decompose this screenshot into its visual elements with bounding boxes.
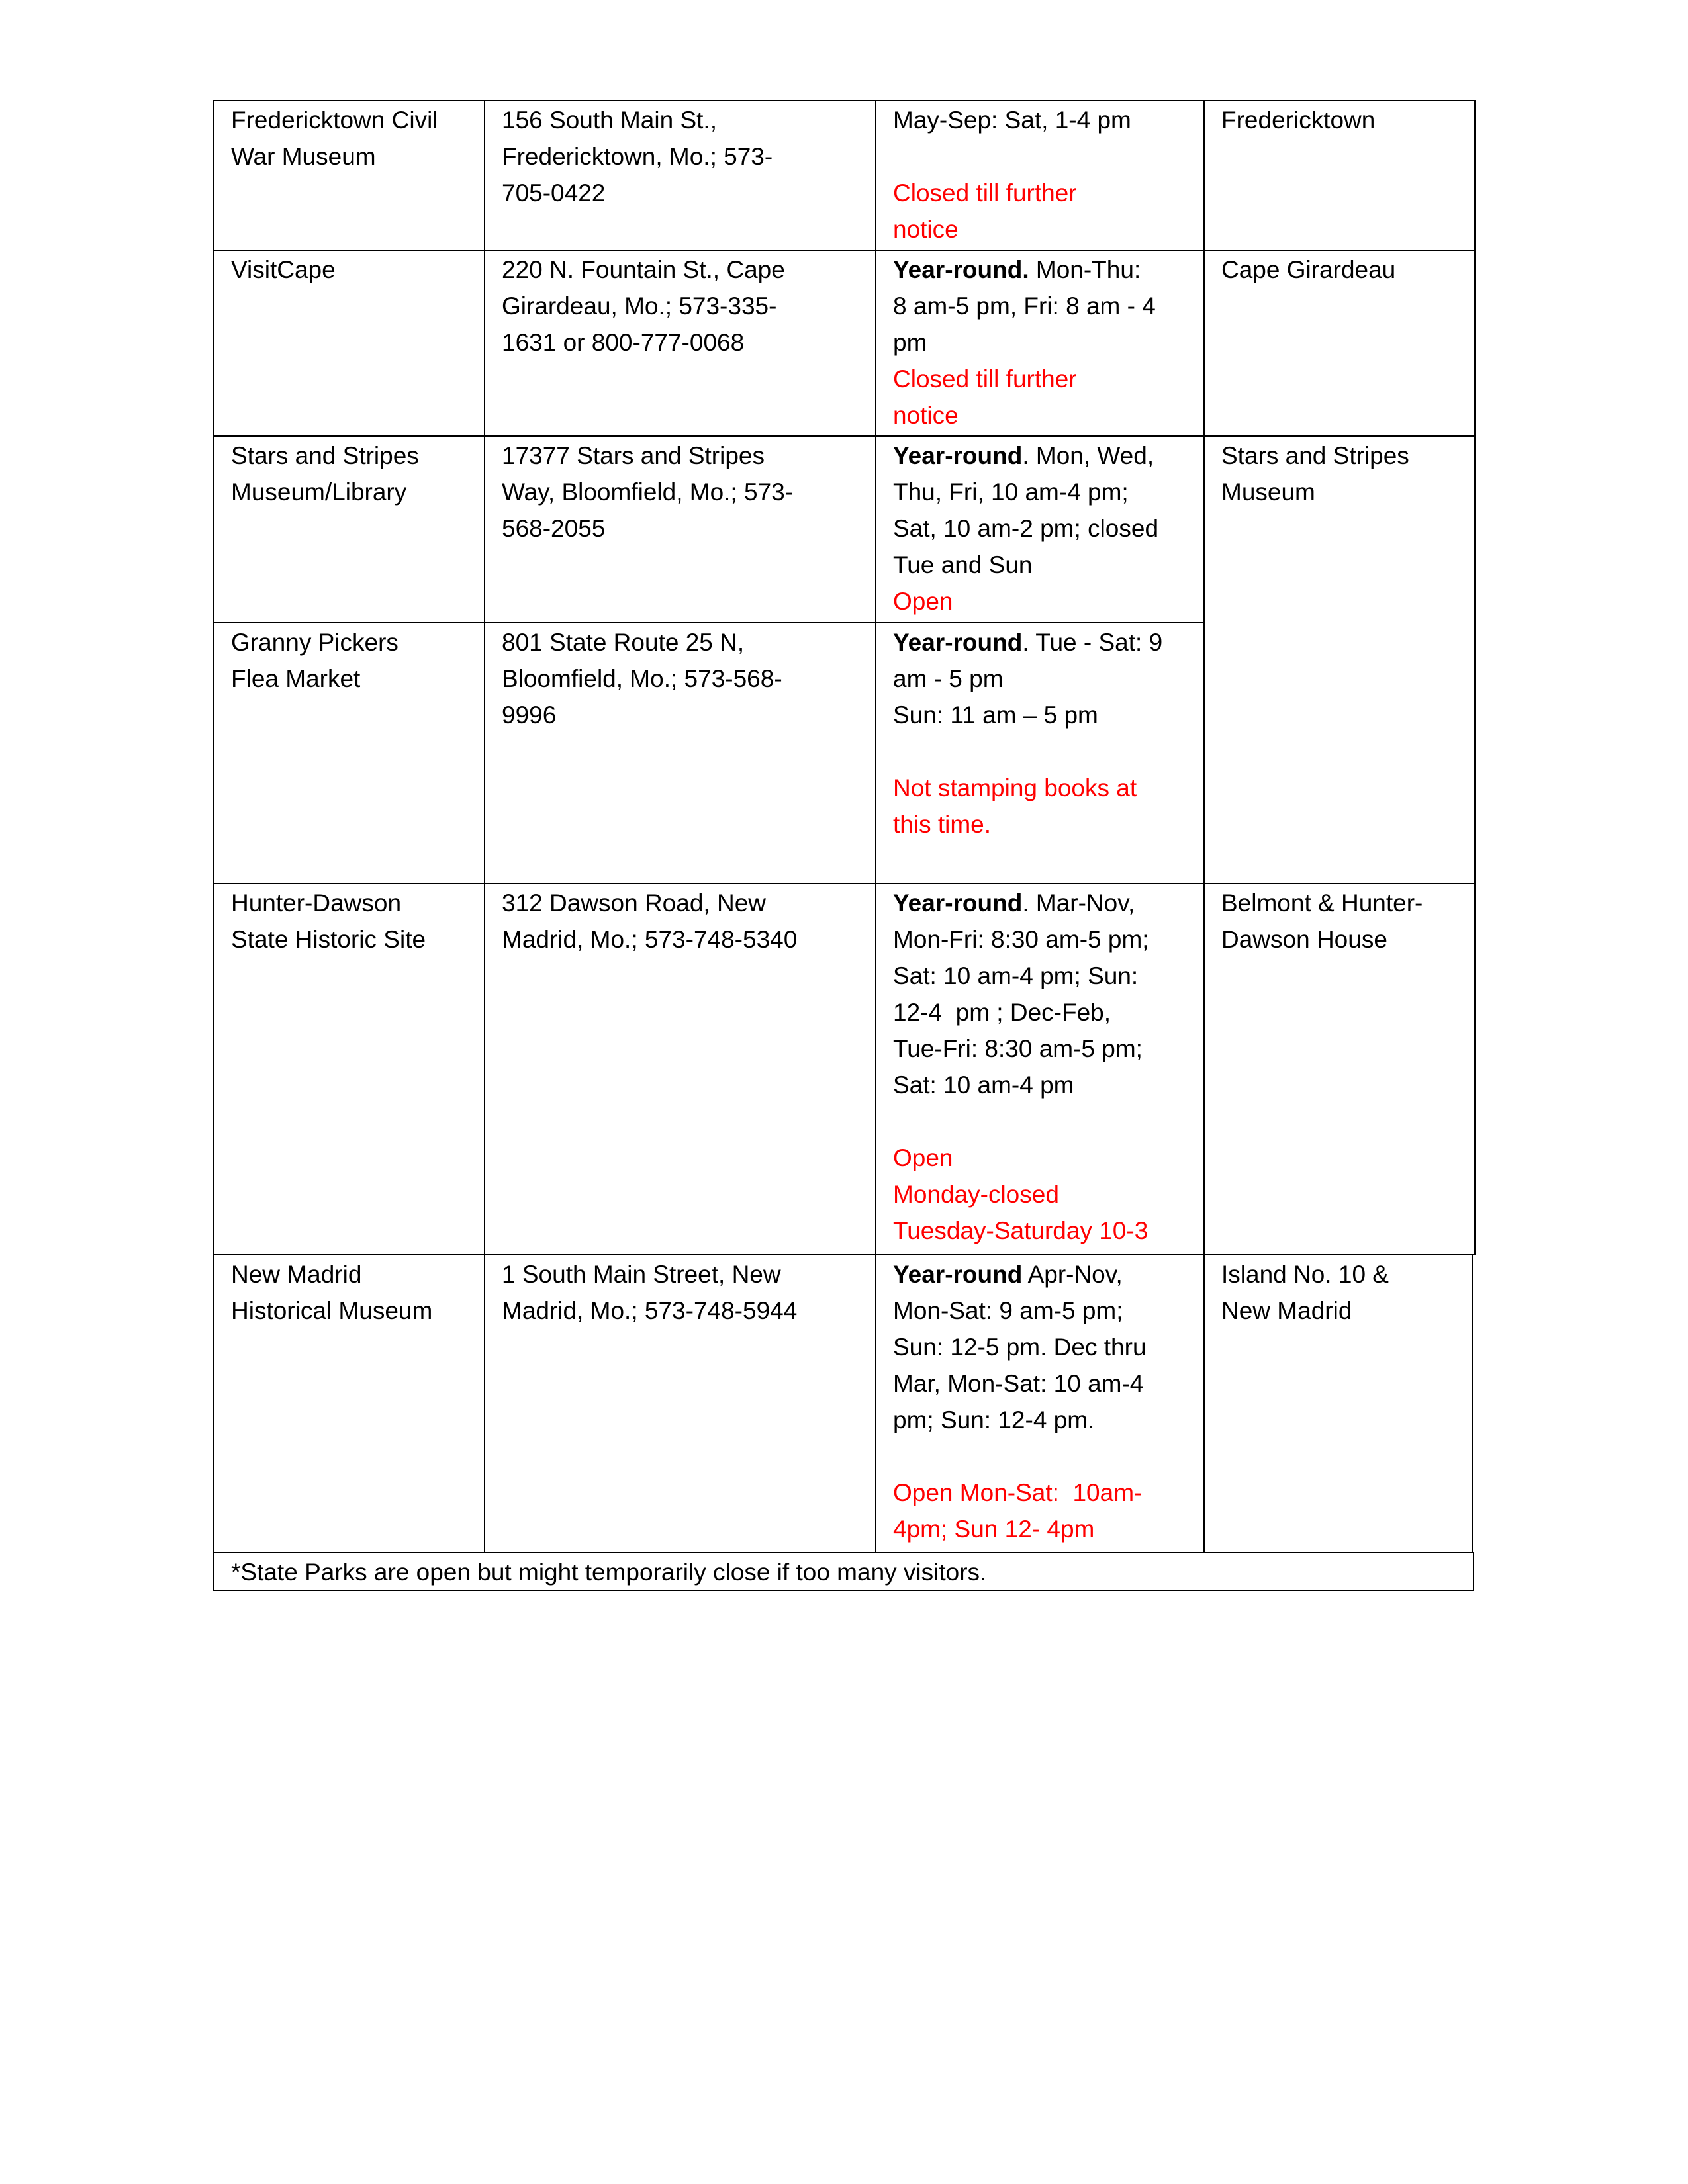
cell-line <box>893 1140 1203 1176</box>
cell-line <box>893 1475 1203 1511</box>
cell-line <box>502 885 875 921</box>
address-cell <box>484 1254 876 1553</box>
site-name-cell <box>213 1254 485 1553</box>
cell-line <box>1221 1293 1472 1329</box>
cell-line <box>893 397 1203 433</box>
cell-line <box>231 474 484 510</box>
cell-text: Apr-Nov, <box>1022 1261 1123 1288</box>
cell-text: Madrid, Mo.; 573-748-5340 <box>502 926 798 953</box>
cell-text: Granny Pickers <box>231 629 399 656</box>
cell-text: 220 N. Fountain St., Cape <box>502 256 785 283</box>
cell-line <box>502 474 875 510</box>
cell-text: VisitCape <box>231 256 336 283</box>
cell-line <box>502 138 875 175</box>
area-cell <box>1203 250 1476 437</box>
cell-text: 705-0422 <box>502 179 606 206</box>
cell-text: Sun: 11 am – 5 pm <box>893 702 1098 729</box>
cell-line <box>893 1256 1203 1293</box>
cell-text: 9996 <box>502 702 557 729</box>
emphasis-label: Year-round <box>893 629 1023 656</box>
cell-text: 801 State Route 25 N, <box>502 629 745 656</box>
cell-text: 12-4 pm ; Dec-Feb, <box>893 999 1111 1026</box>
cell-line <box>893 1511 1203 1547</box>
cell-text: Madrid, Mo.; 573-748-5944 <box>502 1297 798 1324</box>
cell-line <box>1221 102 1474 138</box>
site-name-cell <box>213 435 485 623</box>
status-note: this time. <box>893 811 992 838</box>
site-name-cell <box>213 883 485 1255</box>
cell-text: State Historic Site <box>231 926 426 953</box>
cell-text: Way, Bloomfield, Mo.; 573- <box>502 478 794 506</box>
cell-text: pm; Sun: 12-4 pm. <box>893 1406 1095 1433</box>
cell-line <box>893 361 1203 397</box>
cell-line <box>1221 437 1474 474</box>
area-cell <box>1203 100 1476 251</box>
cell-line <box>231 921 484 958</box>
status-note: 4pm; Sun 12- 4pm <box>893 1516 1095 1543</box>
cell-text: 568-2055 <box>502 515 606 542</box>
cell-line <box>893 958 1203 994</box>
cell-line <box>893 1176 1203 1212</box>
cell-text: Tue-Fri: 8:30 am-5 pm; <box>893 1035 1143 1062</box>
cell-line <box>893 510 1203 547</box>
cell-line <box>231 1256 484 1293</box>
cell-line <box>502 1293 875 1329</box>
cell-text: Sun: 12-5 pm. Dec thru <box>893 1334 1147 1361</box>
cell-line <box>893 1067 1203 1103</box>
cell-text: New Madrid <box>231 1261 362 1288</box>
cell-text: Mon-Thu: <box>1029 256 1141 283</box>
cell-line <box>502 102 875 138</box>
cell-text: Girardeau, Mo.; 573-335- <box>502 293 777 320</box>
cell-text: Sat: 10 am-4 pm <box>893 1071 1074 1099</box>
cell-line <box>502 624 875 660</box>
cell-line <box>893 697 1203 733</box>
cell-line <box>231 1293 484 1329</box>
cell-text: Island No. 10 & <box>1221 1261 1389 1288</box>
cell-line <box>231 624 484 660</box>
cell-line <box>1221 885 1474 921</box>
status-note: Not stamping books at <box>893 774 1137 801</box>
cell-line <box>893 806 1203 842</box>
status-note: notice <box>893 216 959 243</box>
cell-line <box>502 324 875 361</box>
hours-cell <box>875 1254 1205 1553</box>
cell-line <box>231 660 484 697</box>
cell-line <box>231 138 484 175</box>
cell-text: 1631 or 800-777-0068 <box>502 329 745 356</box>
area-cell <box>1203 1254 1473 1553</box>
cell-text: Fredericktown Civil <box>231 107 438 134</box>
cell-line <box>502 1256 875 1293</box>
cell-line <box>893 288 1203 324</box>
footnote <box>213 1552 1474 1591</box>
cell-text: 312 Dawson Road, New <box>502 889 766 917</box>
emphasis-label: Year-round. <box>893 256 1029 283</box>
cell-text: Sat: 10 am-4 pm; Sun: <box>893 962 1139 989</box>
address-cell <box>484 883 876 1255</box>
cell-line <box>893 583 1203 619</box>
hours-cell <box>875 883 1205 1255</box>
cell-line <box>1221 474 1474 510</box>
footnote-text: *State Parks are open but might temporarily close if too many visitors. <box>231 1559 987 1586</box>
status-note: Monday-closed <box>893 1181 1059 1208</box>
cell-line <box>231 437 484 474</box>
cell-text: Mar, Mon-Sat: 10 am-4 <box>893 1370 1144 1397</box>
cell-line <box>502 251 875 288</box>
cell-line <box>231 251 484 288</box>
cell-line <box>1221 921 1474 958</box>
cell-line <box>893 324 1203 361</box>
address-cell <box>484 100 876 251</box>
cell-text: 156 South Main St., <box>502 107 717 134</box>
cell-text: Fredericktown, Mo.; 573- <box>502 143 773 170</box>
cell-text: New Madrid <box>1221 1297 1352 1324</box>
cell-text: May-Sep: Sat, 1-4 pm <box>893 107 1131 134</box>
hours-cell <box>875 622 1205 884</box>
cell-line <box>893 733 1203 770</box>
cell-text: Museum/Library <box>231 478 407 506</box>
cell-text: 8 am-5 pm, Fri: 8 am - 4 <box>893 293 1156 320</box>
cell-text: . Mar-Nov, <box>1022 889 1135 917</box>
status-note: notice <box>893 402 959 429</box>
address-cell <box>484 250 876 437</box>
cell-text: Mon-Sat: 9 am-5 pm; <box>893 1297 1123 1324</box>
cell-line <box>893 437 1203 474</box>
cell-text: Tue and Sun <box>893 551 1033 578</box>
status-note: Closed till further <box>893 365 1077 392</box>
cell-line <box>893 175 1203 211</box>
cell-text: . Mon, Wed, <box>1022 442 1154 469</box>
cell-text: 17377 Stars and Stripes <box>502 442 765 469</box>
cell-line <box>893 921 1203 958</box>
address-cell <box>484 435 876 623</box>
address-cell <box>484 622 876 884</box>
cell-line <box>893 474 1203 510</box>
cell-text: Cape Girardeau <box>1221 256 1396 283</box>
cell-text: Historical Museum <box>231 1297 433 1324</box>
site-name-cell <box>213 100 485 251</box>
cell-line <box>893 1103 1203 1140</box>
cell-line <box>502 175 875 211</box>
cell-line <box>502 437 875 474</box>
cell-line <box>502 660 875 697</box>
cell-line <box>893 138 1203 175</box>
cell-text: Dawson House <box>1221 926 1387 953</box>
cell-text: Hunter-Dawson <box>231 889 402 917</box>
cell-text: Bloomfield, Mo.; 573-568- <box>502 665 782 692</box>
cell-line <box>893 211 1203 248</box>
cell-line <box>502 921 875 958</box>
cell-line <box>1221 251 1474 288</box>
status-note: Closed till further <box>893 179 1077 206</box>
emphasis-label: Year-round <box>893 442 1023 469</box>
cell-line <box>893 1402 1203 1438</box>
area-cell <box>1203 435 1476 884</box>
cell-line <box>893 102 1203 138</box>
cell-text: Sat, 10 am-2 pm; closed <box>893 515 1159 542</box>
cell-line <box>893 251 1203 288</box>
cell-text: . Tue - Sat: 9 <box>1022 629 1163 656</box>
cell-line <box>502 510 875 547</box>
cell-text: War Museum <box>231 143 376 170</box>
cell-line <box>893 624 1203 660</box>
cell-line <box>893 885 1203 921</box>
cell-text: am - 5 pm <box>893 665 1004 692</box>
area-cell <box>1203 883 1476 1255</box>
cell-text: Stars and Stripes <box>1221 442 1409 469</box>
site-name-cell <box>213 250 485 437</box>
cell-line <box>502 697 875 733</box>
cell-text: Belmont & Hunter- <box>1221 889 1423 917</box>
hours-cell <box>875 435 1205 623</box>
cell-line <box>893 1030 1203 1067</box>
cell-text: Thu, Fri, 10 am-4 pm; <box>893 478 1129 506</box>
cell-line <box>893 1438 1203 1475</box>
cell-line <box>893 994 1203 1030</box>
cell-line <box>893 1365 1203 1402</box>
status-note: Tuesday-Saturday 10-3 <box>893 1217 1149 1244</box>
cell-text: Stars and Stripes <box>231 442 419 469</box>
cell-text: 1 South Main Street, New <box>502 1261 781 1288</box>
cell-text: pm <box>893 329 927 356</box>
emphasis-label: Year-round <box>893 889 1023 917</box>
cell-line <box>1221 1256 1472 1293</box>
cell-line <box>893 770 1203 806</box>
cell-line <box>502 288 875 324</box>
status-note: Open <box>893 588 953 615</box>
status-note: Open Mon-Sat: 10am- <box>893 1479 1143 1506</box>
cell-line <box>893 1329 1203 1365</box>
cell-line <box>231 102 484 138</box>
hours-cell <box>875 250 1205 437</box>
cell-line <box>231 885 484 921</box>
status-note: Open <box>893 1144 953 1171</box>
hours-cell <box>875 100 1205 251</box>
cell-line <box>893 1212 1203 1249</box>
cell-text: Mon-Fri: 8:30 am-5 pm; <box>893 926 1149 953</box>
cell-line <box>893 1293 1203 1329</box>
cell-text: Museum <box>1221 478 1315 506</box>
cell-line <box>893 547 1203 583</box>
cell-line <box>893 660 1203 697</box>
site-name-cell <box>213 622 485 884</box>
cell-text: Fredericktown <box>1221 107 1376 134</box>
emphasis-label: Year-round <box>893 1261 1023 1288</box>
cell-text: Flea Market <box>231 665 361 692</box>
